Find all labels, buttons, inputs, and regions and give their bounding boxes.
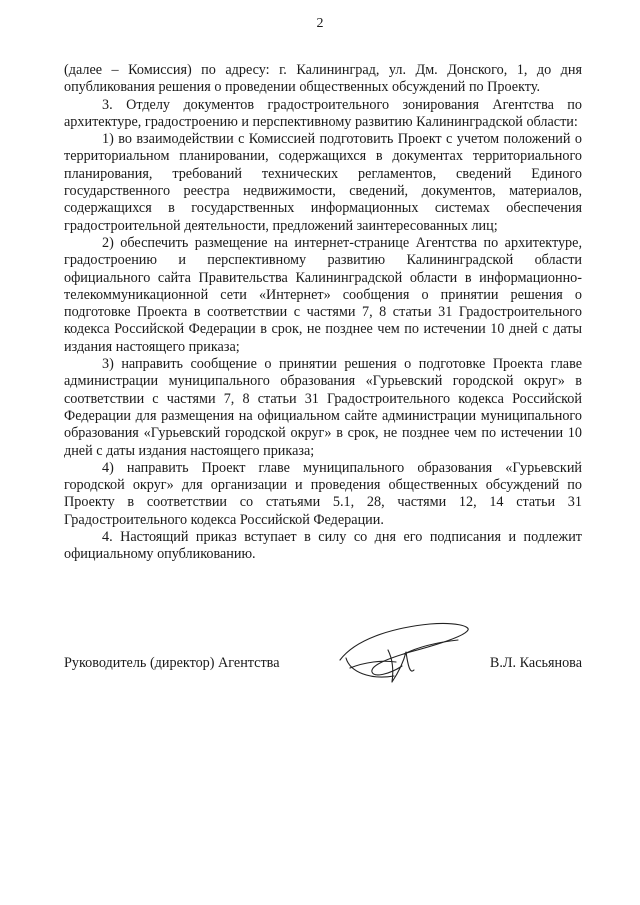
paragraph-item-3: 3. Отделу документов градостроительного зонирования Агентства по архитектуре, градостроению и перспективному развитию Калининградской области: bbox=[64, 96, 582, 130]
paragraph-subitem-4: 4) направить Проект главе муниципального образования «Гурьевский городской округ» для организации и проведения общественных обсуждений по Проекту в соответствии со статьями 5.1, 28, частями 12, 14 статьи 31 Градостроительного кодекса Российской Федерации. bbox=[64, 459, 582, 528]
signatory-title: Руководитель (директор) Агентства bbox=[64, 655, 280, 671]
paragraph-subitem-1: 1) во взаимодействии с Комиссией подготовить Проект с учетом положений о территориальном планировании, содержащихся в документах территориального планирования, требований технических регламентов, сведений Единого государственного реестра недвижимости, сведений, документов, материалов, содержащихся в государственных информационных системах обеспечения градостроительной деятельности, предложений заинтересованных лиц; bbox=[64, 131, 582, 234]
paragraph-subitem-3: 3) направить сообщение о принятии решения о подготовке Проекта главе администрации муниципального образования «Гурьевский городской округ» в соответствии с частями 7, 8 статьи 31 Градостроительного кодекса Российской Федерации для размещения на официальном сайте администрации муниципального образования «Гурьевский городской округ» в срок, не позднее чем по истечении 10 дней с даты издания настоящего приказа; bbox=[64, 356, 582, 459]
paragraph-commission-address: (далее – Комиссия) по адресу: г. Калининград, ул. Дм. Донского, 1, до дня опубликования решения о проведении общественных обсуждений по Проекту. bbox=[64, 62, 582, 96]
signatory-name: В.Л. Касьянова bbox=[489, 655, 582, 671]
document-body bbox=[64, 62, 582, 564]
paragraph-subitem-2: 2) обеспечить размещение на интернет-странице Агентства по архитектуре, градостроению и перспективному развитию Калининградской области официального сайта Правительства Калининградской области в информационно-телекоммуникационной сети «Интернет» сообщения о принятии решения о подготовке Проекта в соответствии с частями 7, 8 статьи 31 Градостроительного кодекса Российской Федерации в срок, не позднее чем по истечении 10 дней с даты издания настоящего приказа; bbox=[64, 234, 582, 355]
page-number: 2 bbox=[316, 16, 324, 31]
signature-block bbox=[64, 655, 582, 685]
paragraph-item-4: 4. Настоящий приказ вступает в силу со дня его подписания и подлежит официальному опубликованию. bbox=[64, 529, 582, 563]
